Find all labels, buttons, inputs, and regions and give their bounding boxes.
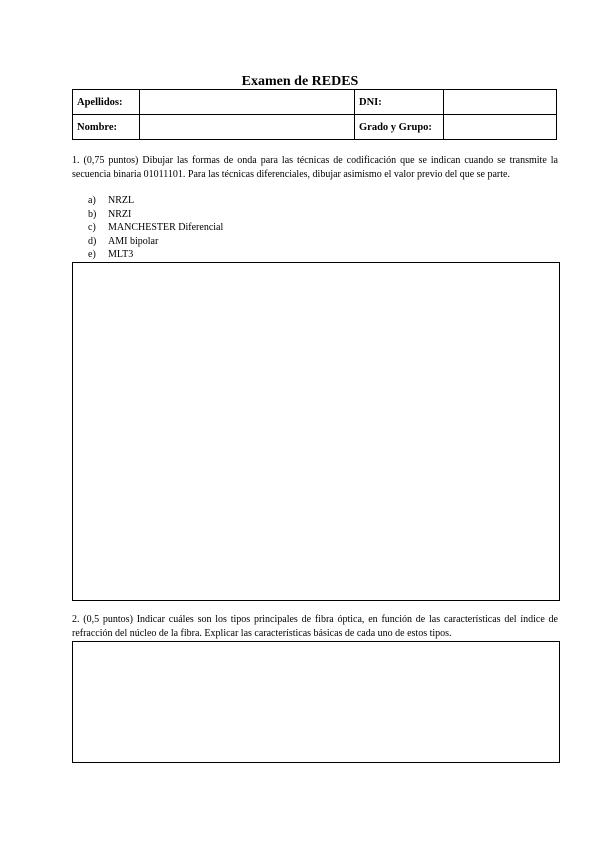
option-letter: c) <box>88 222 96 233</box>
dni-field[interactable] <box>444 90 557 115</box>
student-info-table <box>72 89 557 140</box>
dni-label: DNI: <box>355 90 444 115</box>
question-2-text: 2. (0,5 puntos) Indicar cuáles son los tipos principales de fibra óptica, en función de las características del índice de refracción del núcleo de la fibra. Explicar las características básicas de cada uno de estos tipos. <box>72 614 558 639</box>
option-label: MANCHESTER Diferencial <box>108 222 224 233</box>
option-label: NRZL <box>108 195 135 206</box>
option-letter: d) <box>88 235 97 247</box>
apellidos-field[interactable] <box>140 90 355 115</box>
option-a <box>88 194 223 208</box>
option-c <box>88 221 223 235</box>
answer-box-2[interactable] <box>72 641 560 763</box>
page-title: Examen de REDES <box>241 74 359 89</box>
option-e <box>88 248 223 262</box>
grado-grupo-field[interactable] <box>444 115 557 140</box>
option-letter: e) <box>88 249 96 260</box>
question-1-options <box>88 194 223 262</box>
option-label: MLT3 <box>108 249 134 260</box>
grado-grupo-label: Grado y Grupo: <box>355 115 444 140</box>
option-label: AMI bipolar <box>108 235 159 247</box>
option-label: NRZI <box>108 208 132 220</box>
option-d <box>88 235 223 249</box>
question-1-text: 1. (0,75 puntos) Dibujar las formas de onda para las técnicas de codificación que se indican cuando se transmite la secuencia binaria 01011101. Para las técnicas diferenciales, dibujar asimismo el valor previo del que se parte. <box>72 155 558 180</box>
nombre-label: Nombre: <box>73 115 140 140</box>
option-b <box>88 208 223 222</box>
answer-box-1[interactable] <box>72 262 560 601</box>
option-letter: a) <box>88 195 96 206</box>
apellidos-label: Apellidos: <box>73 90 140 115</box>
option-letter: b) <box>88 208 97 220</box>
nombre-field[interactable] <box>140 115 355 140</box>
